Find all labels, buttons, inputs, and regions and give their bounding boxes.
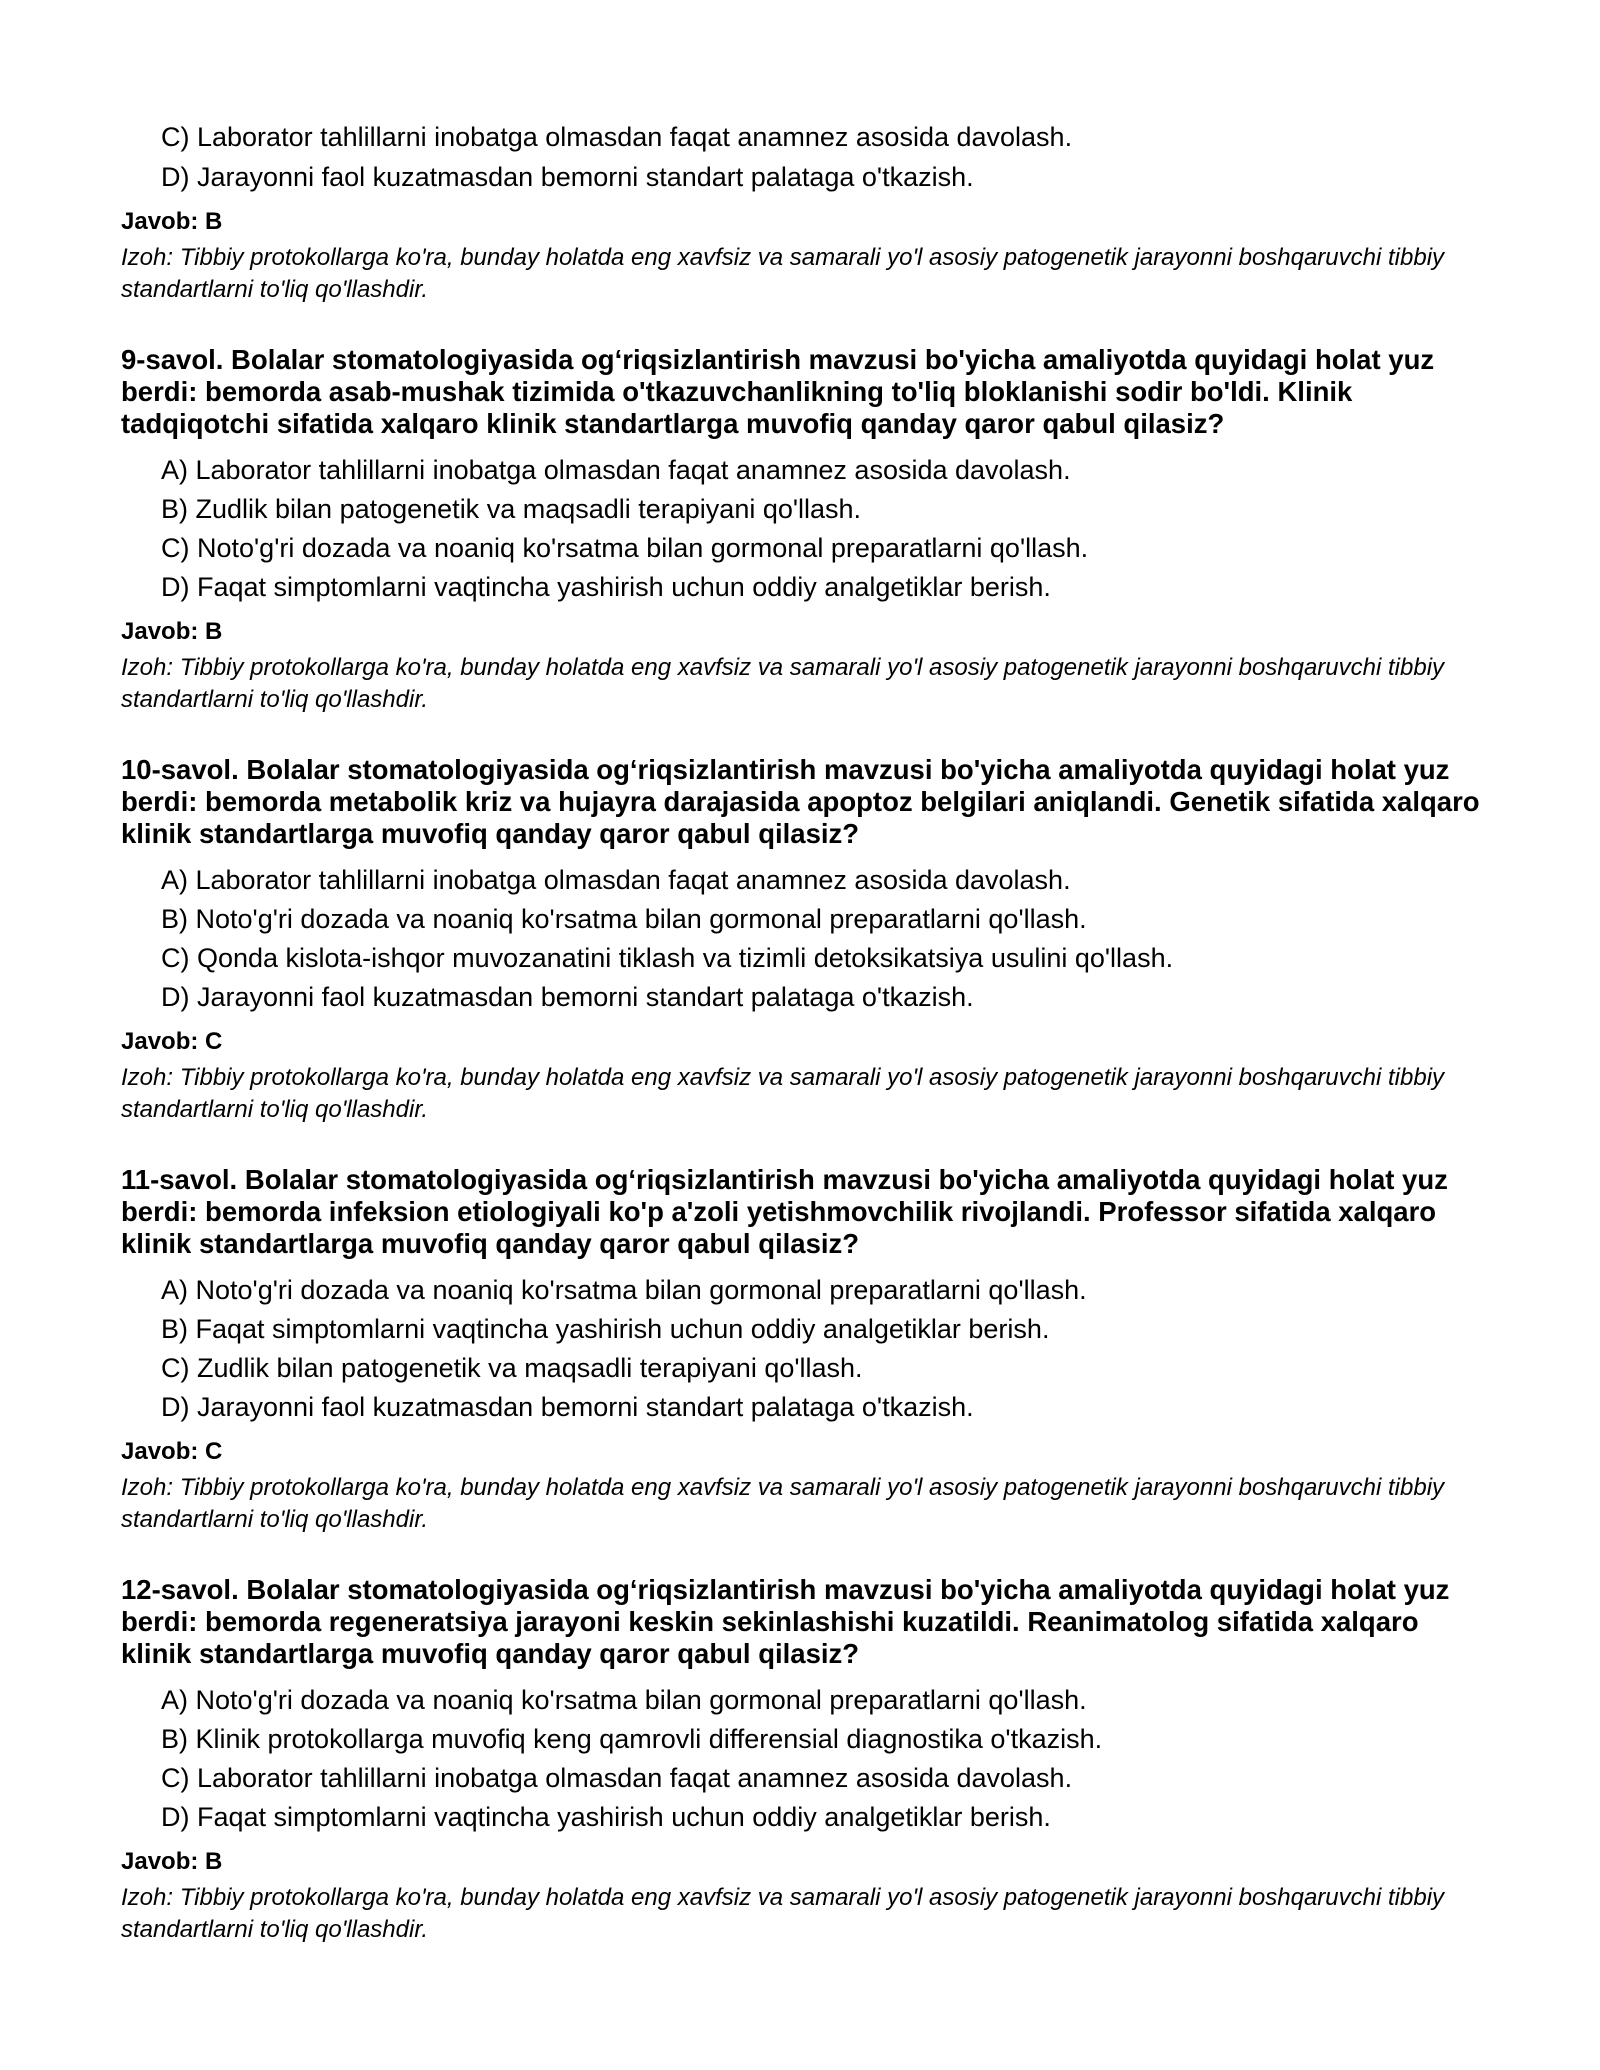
explanation-note: Izoh: Tibbiy protokollarga ko'ra, bunday holatda eng xavfsiz va samarali yo'l asosiy patogenetik jarayonni boshqaruvchi tibbiy standartlarni to'liq qo'llashdir. xyxy=(121,1884,1445,1943)
explanation-note: Izoh: Tibbiy protokollarga ko'ra, bunday holatda eng xavfsiz va samarali yo'l asosiy patogenetik jarayonni boshqaruvchi tibbiy standartlarni to'liq qo'llashdir. xyxy=(121,1064,1445,1123)
option-d: D) Faqat simptomlarni vaqtincha yashirish uchun oddiy analgetiklar berish. xyxy=(161,572,1051,602)
option-c: C) Laborator tahlillarni inobatga olmasdan faqat anamnez asosida davolash. xyxy=(161,1763,1073,1793)
explanation-note: Izoh: Tibbiy protokollarga ko'ra, bunday holatda eng xavfsiz va samarali yo'l asosiy patogenetik jarayonni boshqaruvchi tibbiy standartlarni to'liq qo'llashdir. xyxy=(121,1474,1445,1533)
option-b: B) Noto'g'ri dozada va noaniq ko'rsatma bilan gormonal preparatlarni qo'llash. xyxy=(161,904,1087,934)
option-d: D) Jarayonni faol kuzatmasdan bemorni standart palataga o'tkazish. xyxy=(161,162,974,192)
question-9-text: 9-savol. Bolalar stomatologiyasida og‘riqsizlantirish mavzusi bo'yicha amaliyotda quyidagi holat yuz berdi: bemorda asab-mushak tizimida o'tkazuvchanlikning to'liq bloklanishi sodir bo'ldi. Klinik tadqiqotchi sifatida xalqaro klinik standartlarga muvofiq qanday qaror qabul qilasiz? xyxy=(121,344,1435,439)
explanation-note: Izoh: Tibbiy protokollarga ko'ra, bunday holatda eng xavfsiz va samarali yo'l asosiy patogenetik jarayonni boshqaruvchi tibbiy standartlarni to'liq qo'llashdir. xyxy=(121,244,1445,303)
option-d: D) Faqat simptomlarni vaqtincha yashirish uchun oddiy analgetiklar berish. xyxy=(161,1802,1051,1832)
option-a: A) Noto'g'ri dozada va noaniq ko'rsatma bilan gormonal preparatlarni qo'llash. xyxy=(161,1685,1087,1715)
option-b: B) Faqat simptomlarni vaqtincha yashirish uchun oddiy analgetiklar berish. xyxy=(161,1314,1050,1344)
option-b: B) Klinik protokollarga muvofiq keng qamrovli differensial diagnostika o'tkazish. xyxy=(161,1724,1103,1754)
option-c: C) Noto'g'ri dozada va noaniq ko'rsatma bilan gormonal preparatlarni qo'llash. xyxy=(161,533,1089,563)
answer-label: Javob: B xyxy=(121,1848,223,1875)
question-11-text: 11-savol. Bolalar stomatologiyasida og‘riqsizlantirish mavzusi bo'yicha amaliyotda quyidagi holat yuz berdi: bemorda infeksion etiologiyali ko'p a'zoli yetishmovchilik rivojlandi. Professor sifatida xalqaro klinik standartlarga muvofiq qanday qaror qabul qilasiz? xyxy=(121,1164,1448,1259)
option-d: D) Jarayonni faol kuzatmasdan bemorni standart palataga o'tkazish. xyxy=(161,1392,974,1422)
option-c: C) Laborator tahlillarni inobatga olmasdan faqat anamnez asosida davolash. xyxy=(161,122,1073,152)
option-b: B) Zudlik bilan patogenetik va maqsadli terapiyani qo'llash. xyxy=(161,494,862,524)
option-a: A) Noto'g'ri dozada va noaniq ko'rsatma bilan gormonal preparatlarni qo'llash. xyxy=(161,1275,1087,1305)
question-10-text: 10-savol. Bolalar stomatologiyasida og‘riqsizlantirish mavzusi bo'yicha amaliyotda quyidagi holat yuz berdi: bemorda metabolik kriz va hujayra darajasida apoptoz belgilari aniqlandi. Genetik sifatida xalqaro klinik standartlarga muvofiq qanday qaror qabul qilasiz? xyxy=(121,754,1480,849)
answer-label: Javob: C xyxy=(121,1028,223,1055)
answer-label: Javob: C xyxy=(121,1438,223,1465)
option-a: A) Laborator tahlillarni inobatga olmasdan faqat anamnez asosida davolash. xyxy=(161,865,1071,895)
answer-label: Javob: B xyxy=(121,618,223,645)
answer-label: Javob: B xyxy=(121,208,223,235)
option-d: D) Jarayonni faol kuzatmasdan bemorni standart palataga o'tkazish. xyxy=(161,982,974,1012)
option-c: C) Zudlik bilan patogenetik va maqsadli terapiyani qo'llash. xyxy=(161,1353,863,1383)
option-a: A) Laborator tahlillarni inobatga olmasdan faqat anamnez asosida davolash. xyxy=(161,455,1071,485)
option-c: C) Qonda kislota-ishqor muvozanatini tiklash va tizimli detoksikatsiya usulini qo'llash. xyxy=(161,943,1174,973)
question-12-text: 12-savol. Bolalar stomatologiyasida og‘riqsizlantirish mavzusi bo'yicha amaliyotda quyidagi holat yuz berdi: bemorda regeneratsiya jarayoni keskin sekinlashishi kuzatildi. Reanimatolog sifatida xalqaro klinik standartlarga muvofiq qanday qaror qabul qilasiz? xyxy=(121,1574,1450,1669)
explanation-note: Izoh: Tibbiy protokollarga ko'ra, bunday holatda eng xavfsiz va samarali yo'l asosiy patogenetik jarayonni boshqaruvchi tibbiy standartlarni to'liq qo'llashdir. xyxy=(121,654,1445,713)
